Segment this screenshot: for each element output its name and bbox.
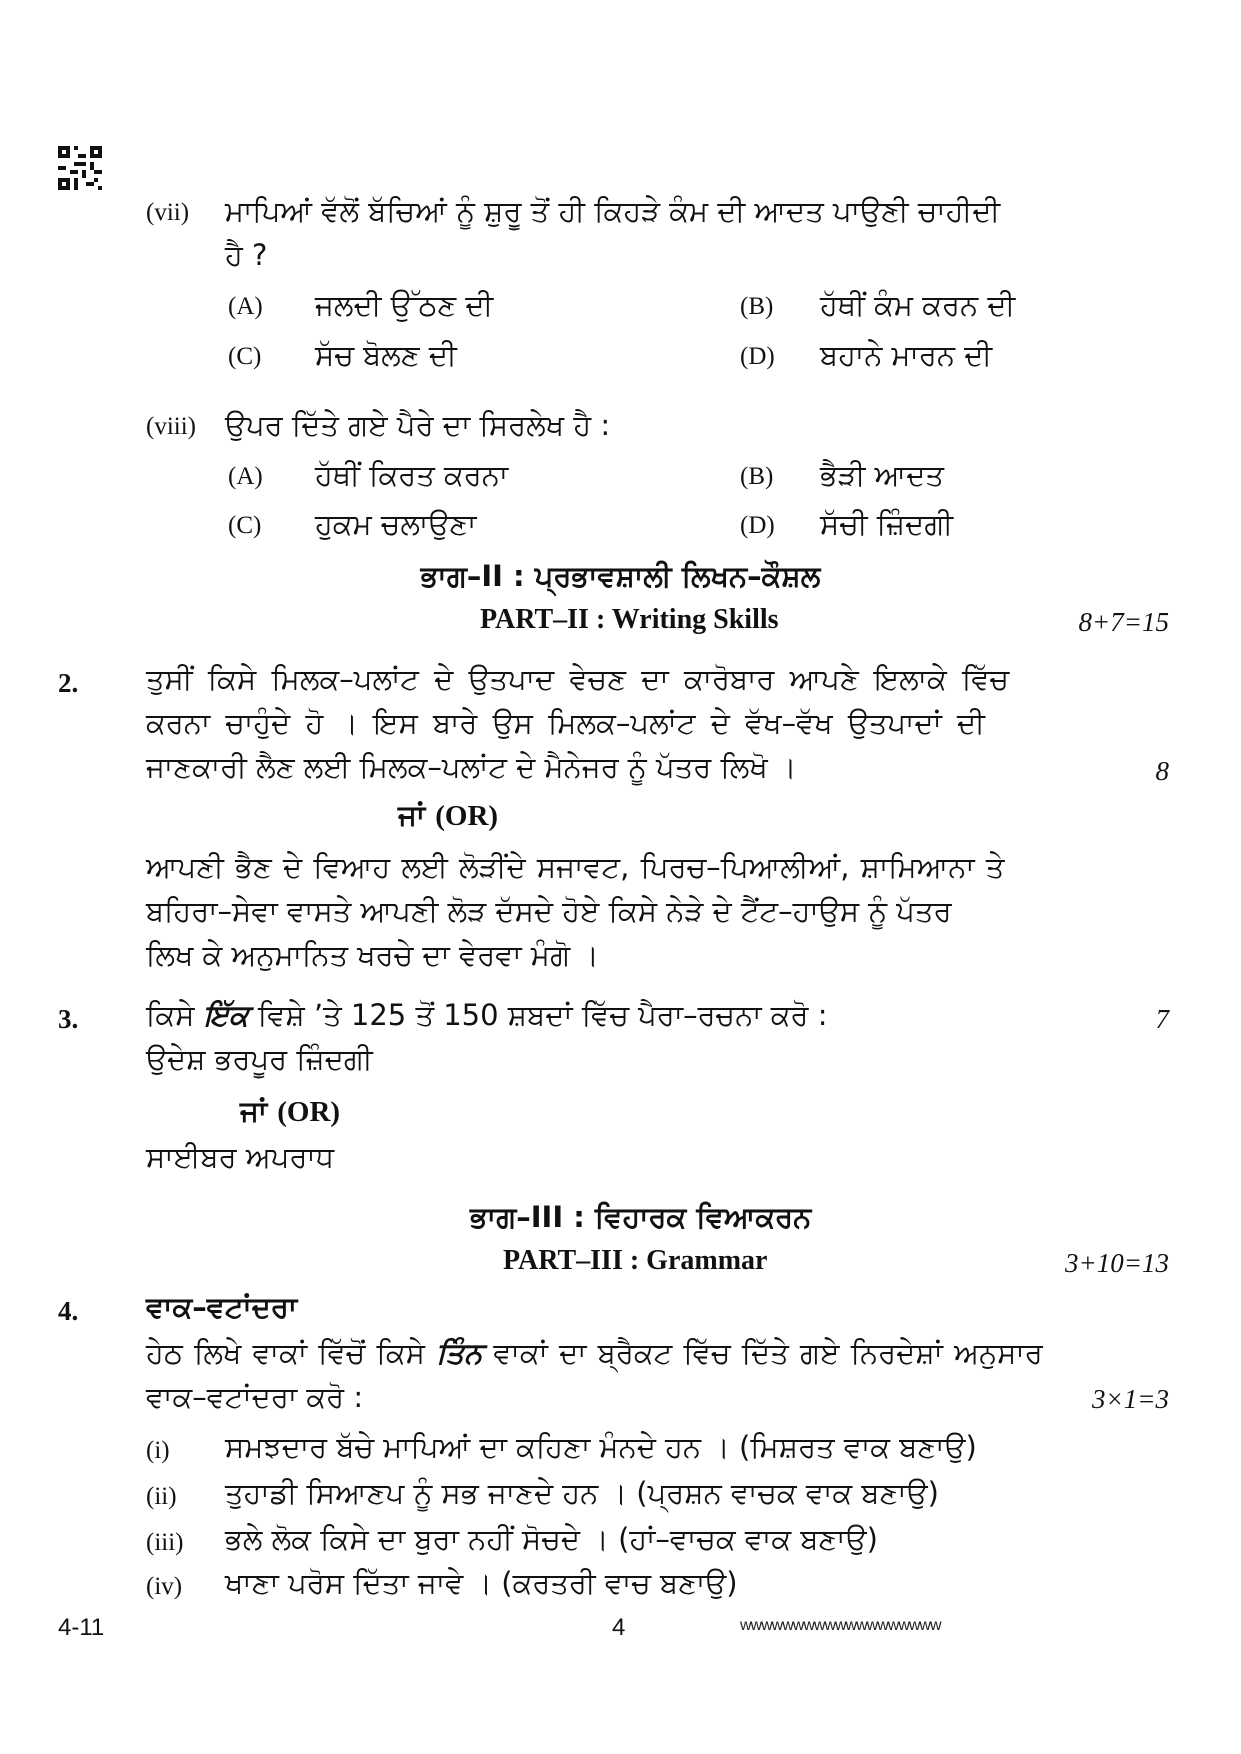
question-viii-text: ਉਪਰ ਦਿੱਤੇ ਗਏ ਪੈਰੇ ਦਾ ਸਿਰਲੇਖ ਹੈ : bbox=[225, 408, 611, 442]
part-ii-heading-english: PART–II : Writing Skills bbox=[480, 604, 779, 635]
or-label bbox=[240, 1092, 340, 1131]
or-english: (OR) bbox=[435, 800, 499, 832]
option-label: (B) bbox=[740, 463, 774, 490]
question-4-post: ਵਾਕਾਂ ਦਾ ਬ੍ਰੈਕਟ ਵਿੱਚ ਦਿੱਤੇ ਗਏ ਨਿਰਦੇਸ਼ਾਂ ਅਨੁਸਾਰ bbox=[482, 1336, 1043, 1370]
option-text: ਹੁਕਮ ਚਲਾਉਣਾ bbox=[315, 507, 477, 541]
question-viii-number: (viii) bbox=[146, 413, 196, 440]
question-3-number: 3. bbox=[58, 1004, 79, 1034]
question-4-emphasis: ਤਿੰਨ bbox=[436, 1336, 483, 1370]
part-iii-marks: 3+10=13 bbox=[1065, 1248, 1169, 1278]
question-vii-number: (vii) bbox=[146, 199, 190, 226]
item-text: ਭਲੇ ਲੋਕ ਕਿਸੇ ਦਾ ਬੁਰਾ ਨਹੀਂ ਸੋਚਦੇ । (ਹਾਂ–ਵਾਚਕ ਵਾਕ ਬਣਾਉ) bbox=[225, 1522, 878, 1556]
question-2-marks: 8 bbox=[1155, 756, 1169, 786]
question-4-number: 4. bbox=[58, 1296, 79, 1326]
item-number: (iii) bbox=[146, 1529, 184, 1556]
item-number: (i) bbox=[146, 1437, 170, 1464]
or-english: (OR) bbox=[277, 1096, 341, 1128]
part-ii-marks: 8+7=15 bbox=[1078, 607, 1169, 637]
question-4-pre: ਹੇਠ ਲਿਖੇ ਵਾਕਾਂ ਵਿੱਚੋਂ ਕਿਸੇ bbox=[146, 1336, 437, 1370]
question-2-alt-line: ਬਹਿਰਾ–ਸੇਵਾ ਵਾਸਤੇ ਆਪਣੀ ਲੋੜ ਦੱਸਦੇ ਹੋਏ ਕਿਸੇ ਨੇੜੇ ਦੇ ਟੈਂਟ–ਹਾਉਸ ਨੂੰ ਪੱਤਰ bbox=[146, 894, 952, 928]
footer-code: 4-11 bbox=[58, 1614, 105, 1641]
item-text: ਤੁਹਾਡੀ ਸਿਆਣਪ ਨੂੰ ਸਭ ਜਾਣਦੇ ਹਨ । (ਪ੍ਰਸ਼ਨ ਵਾਚਕ ਵਾਕ ਬਣਾਉ) bbox=[225, 1476, 939, 1510]
option-label: (C) bbox=[228, 343, 262, 370]
question-2-line: ਕਰਨਾ ਚਾਹੁੰਦੇ ਹੋ । ਇਸ ਬਾਰੇ ਉਸ ਮਿਲਕ–ਪਲਾਂਟ ਦੇ ਵੱਖ–ਵੱਖ ਉਤਪਾਦਾਂ ਦੀ bbox=[146, 706, 985, 740]
item-number: (iv) bbox=[146, 1573, 183, 1600]
question-4-title: ਵਾਕ–ਵਟਾਂਦਰਾ bbox=[146, 1290, 298, 1324]
qr-code-icon bbox=[58, 146, 102, 190]
question-2-line: ਤੁਸੀਂ ਕਿਸੇ ਮਿਲਕ–ਪਲਾਂਟ ਦੇ ਉਤਪਾਦ ਵੇਚਣ ਦਾ ਕਾਰੋਬਾਰ ਆਪਣੇ ਇਲਾਕੇ ਵਿੱਚ bbox=[146, 662, 1010, 696]
question-3-marks: 7 bbox=[1155, 1004, 1169, 1034]
question-3-emphasis: ਇੱਕ bbox=[203, 998, 249, 1032]
question-4-instruction-cont: ਵਾਕ–ਵਟਾਂਦਰਾ ਕਰੋ : bbox=[146, 1380, 364, 1414]
item-number: (ii) bbox=[146, 1483, 177, 1510]
part-iii-heading-punjabi: ਭਾਗ–III : ਵਿਹਾਰਕ ਵਿਆਕਰਨ bbox=[470, 1200, 812, 1234]
or-punjabi: ਜਾਂ bbox=[240, 1094, 268, 1128]
question-3-post: ਵਿਸ਼ੇ ’ਤੇ 125 ਤੋਂ 150 ਸ਼ਬਦਾਂ ਵਿੱਚ ਪੈਰਾ–ਰਚਨਾ ਕਰੋ : bbox=[248, 998, 828, 1032]
item-text: ਖਾਣਾ ਪਰੋਸ ਦਿੱਤਾ ਜਾਵੇ । (ਕਰਤਰੀ ਵਾਚ ਬਣਾਉ) bbox=[225, 1566, 738, 1600]
question-2-alt-line: ਲਿਖ ਕੇ ਅਨੁਮਾਨਿਤ ਖਰਚੇ ਦਾ ਵੇਰਵਾ ਮੰਗੋ । bbox=[146, 938, 599, 972]
question-3-pre: ਕਿਸੇ bbox=[146, 998, 204, 1032]
option-label: (D) bbox=[740, 512, 775, 539]
part-iii-heading-english: PART–III : Grammar bbox=[503, 1245, 768, 1276]
question-vii-text-cont: ਹੈ ? bbox=[225, 238, 268, 272]
or-punjabi: ਜਾਂ bbox=[398, 798, 426, 832]
question-3-text bbox=[146, 996, 827, 1034]
option-label: (D) bbox=[740, 343, 775, 370]
option-label: (A) bbox=[228, 463, 263, 490]
or-label bbox=[398, 796, 498, 835]
question-2-number: 2. bbox=[58, 668, 79, 698]
question-2-line: ਜਾਣਕਾਰੀ ਲੈਣ ਲਈ ਮਿਲਕ–ਪਲਾਂਟ ਦੇ ਮੈਨੇਜਰ ਨੂੰ ਪੱਤਰ ਲਿਖੋ । bbox=[146, 750, 797, 784]
item-text: ਸਮਝਦਾਰ ਬੱਚੇ ਮਾਪਿਆਂ ਦਾ ਕਹਿਣਾ ਮੰਨਦੇ ਹਨ । (ਮਿਸ਼ਰਤ ਵਾਕ ਬਣਾਉ) bbox=[225, 1430, 977, 1464]
part-ii-heading-punjabi: ਭਾਗ–II : ਪ੍ਰਭਾਵਸ਼ਾਲੀ ਲਿਖਨ–ਕੌਸ਼ਲ bbox=[420, 559, 821, 593]
question-4-instruction bbox=[146, 1334, 1043, 1372]
option-text: ਸੱਚੀ ਜ਼ਿੰਦਗੀ bbox=[820, 507, 954, 541]
question-3-topic-1: ਉਦੇਸ਼ ਭਰਪੂਰ ਜ਼ਿੰਦਗੀ bbox=[146, 1042, 373, 1076]
question-vii-text: ਮਾਪਿਆਂ ਵੱਲੋਂ ਬੱਚਿਆਂ ਨੂੰ ਸ਼ੁਰੂ ਤੋਂ ਹੀ ਕਿਹੜੇ ਕੰਮ ਦੀ ਆਦਤ ਪਾਉਣੀ ਚਾਹੀਦੀ bbox=[225, 194, 1001, 228]
option-text: ਭੈੜੀ ਆਦਤ bbox=[820, 458, 944, 492]
footer-wave: wwwwwwwwwwwwwwwwwww bbox=[740, 1617, 941, 1634]
question-4-marks: 3×1=3 bbox=[1092, 1384, 1169, 1414]
option-text: ਬਹਾਨੇ ਮਾਰਨ ਦੀ bbox=[820, 338, 993, 372]
option-label: (A) bbox=[228, 293, 263, 320]
page-number: 4 bbox=[612, 1614, 626, 1641]
option-text: ਹੱਥੀਂ ਕੰਮ ਕਰਨ ਦੀ bbox=[820, 288, 1016, 322]
option-text: ਜਲਦੀ ਉੱਠਣ ਦੀ bbox=[315, 288, 494, 322]
question-3-topic-2: ਸਾਈਬਰ ਅਪਰਾਧ bbox=[146, 1140, 335, 1174]
option-text: ਸੱਚ ਬੋਲਣ ਦੀ bbox=[315, 338, 457, 372]
option-label: (B) bbox=[740, 293, 774, 320]
option-text: ਹੱਥੀਂ ਕਿਰਤ ਕਰਨਾ bbox=[315, 458, 509, 492]
question-2-alt-line: ਆਪਣੀ ਭੈਣ ਦੇ ਵਿਆਹ ਲਈ ਲੋੜੀਂਦੇ ਸਜਾਵਟ, ਪਿਰਚ–ਪਿਆਲੀਆਂ, ਸ਼ਾਮਿਆਨਾ ਤੇ bbox=[146, 850, 1005, 884]
option-label: (C) bbox=[228, 512, 262, 539]
